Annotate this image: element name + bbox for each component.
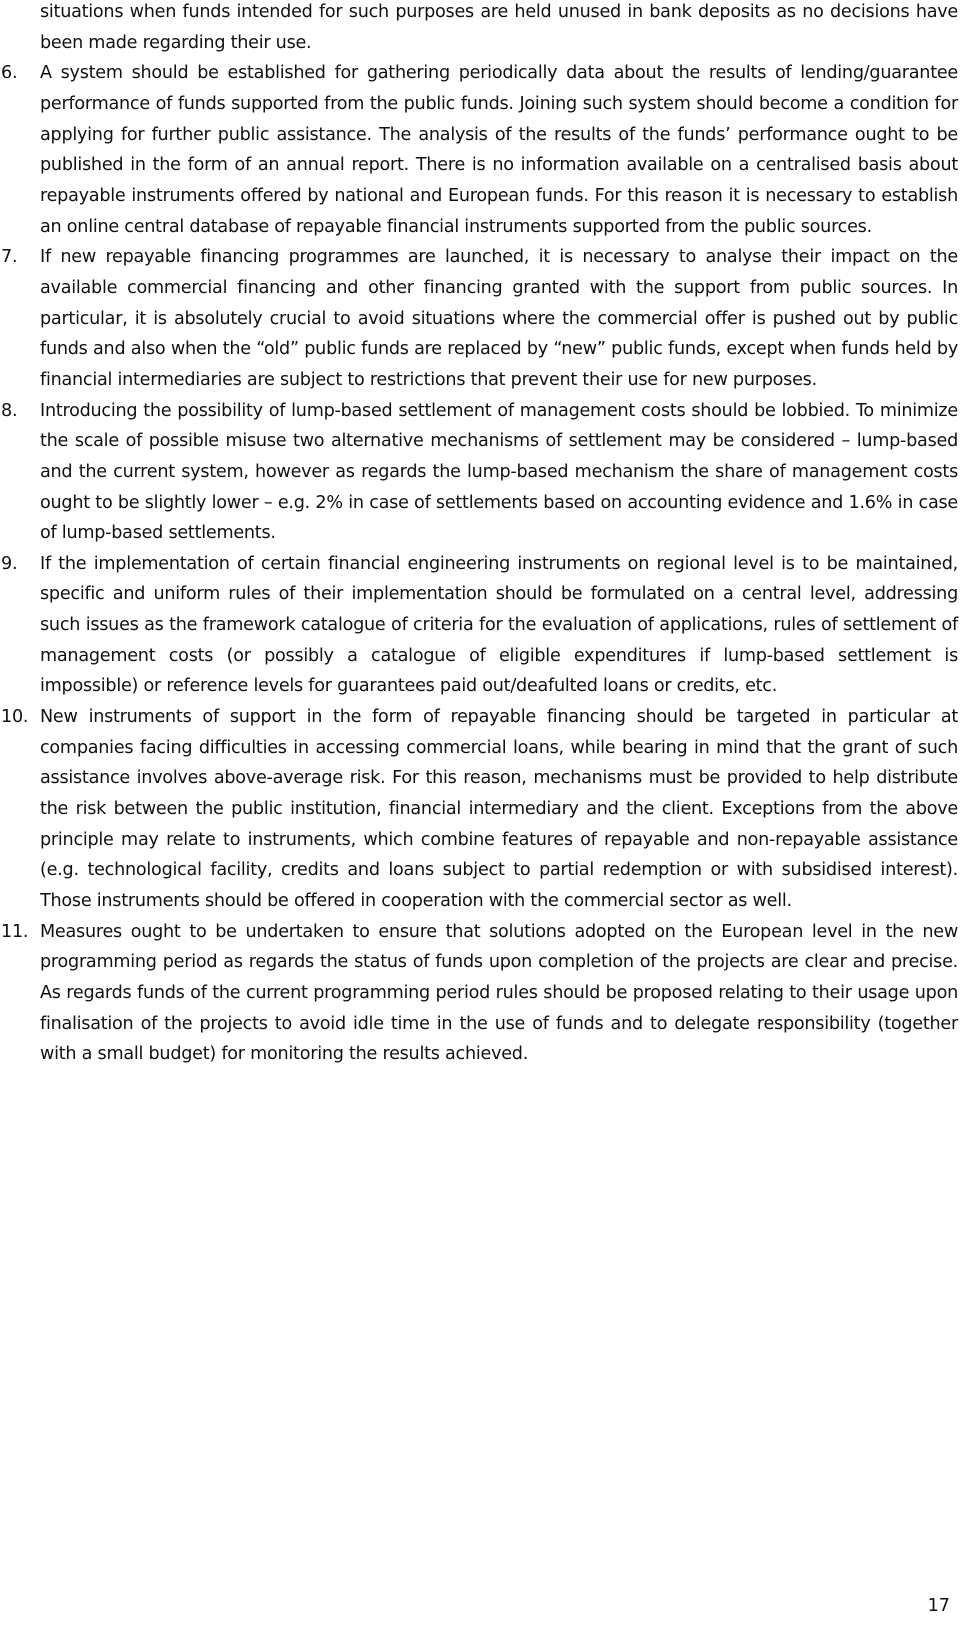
list-item-text: If the implementation of certain financial engineering instruments on regional level is to be maintained, specific and uniform rules of their implementation should be formulated on a central level, addressing such issues as the framework catalogue of criteria for the evaluation of applications, rules of settlement of management costs (or possibly a catalogue of eligible expenditures if lump-based settlement is impossible) or reference levels for guarantees paid out/deafulted loans or credits, etc. <box>40 553 958 697</box>
list-item-number: 7. <box>1 247 18 268</box>
list-item-8 <box>1 396 958 549</box>
list-item-text: Introducing the possibility of lump-based settlement of management costs should be lobbied. To minimize the scale of possible misuse two alternative mechanisms of settlement may be considered – lump-based and the current system, however as regards the lump-based mechanism the share of management costs ought to be slightly lower – e.g. 2% in case of settlements based on accounting evidence and 1.6% in case of lump-based settlements. <box>40 400 958 544</box>
body-text <box>1 0 958 1070</box>
list-item-text: A system should be established for gathering periodically data about the results of lending/guarantee performance of funds supported from the public funds. Joining such system should become a condition for applying for further public assistance. The analysis of the results of the funds’ performance ought to be published in the form of an annual report. There is no information available on a centralised basis about repayable instruments offered by national and European funds. For this reason it is necessary to establish an online central database of repayable financial instruments supported from the public sources. <box>40 63 958 237</box>
list-item-number: 10. <box>1 707 29 728</box>
continuation-paragraph: situations when funds intended for such purposes are held unused in bank deposits as no decisions have been made regarding their use. <box>40 2 958 53</box>
list-item-6 <box>1 58 958 242</box>
list-item-7 <box>1 242 958 395</box>
list-item-11 <box>1 917 958 1070</box>
list-item-9 <box>1 549 958 702</box>
list-item-number: 9. <box>1 553 18 574</box>
list-item-number: 8. <box>1 400 18 421</box>
page-number: 17 <box>927 1596 950 1616</box>
list-item-text: New instruments of support in the form of repayable financing should be targeted in particular at companies facing difficulties in accessing commercial loans, while bearing in mind that the grant of such assistance involves above-average risk. For this reason, mechanisms must be provided to help distribute the risk between the public institution, financial intermediary and the client. Exceptions from the above principle may relate to instruments, which combine features of repayable and non-repayable assistance (e.g. technological facility, credits and loans subject to partial redemption or with subsidised interest). Those instruments should be offered in cooperation with the commercial sector as well. <box>40 707 958 912</box>
list-item-number: 6. <box>1 63 18 84</box>
list-item-10 <box>1 702 958 917</box>
list-item-number: 11. <box>1 921 29 942</box>
list-item-text: If new repayable financing programmes are launched, it is necessary to analyse their impact on the available commercial financing and other financing granted with the support from public sources. In particular, it is absolutely crucial to avoid situations where the commercial offer is pushed out by public funds and also when the “old” public funds are replaced by “new” public funds, except when funds held by financial intermediaries are subject to restrictions that prevent their use for new purposes. <box>40 247 958 390</box>
list-item-text: Measures ought to be undertaken to ensure that solutions adopted on the European level in the new programming period as regards the status of funds upon completion of the projects are clear and precise. As regards funds of the current programming period rules should be proposed relating to their usage upon finalisation of the projects to avoid idle time in the use of funds and to delegate responsibility (together with a small budget) for monitoring the results achieved. <box>40 921 958 1065</box>
